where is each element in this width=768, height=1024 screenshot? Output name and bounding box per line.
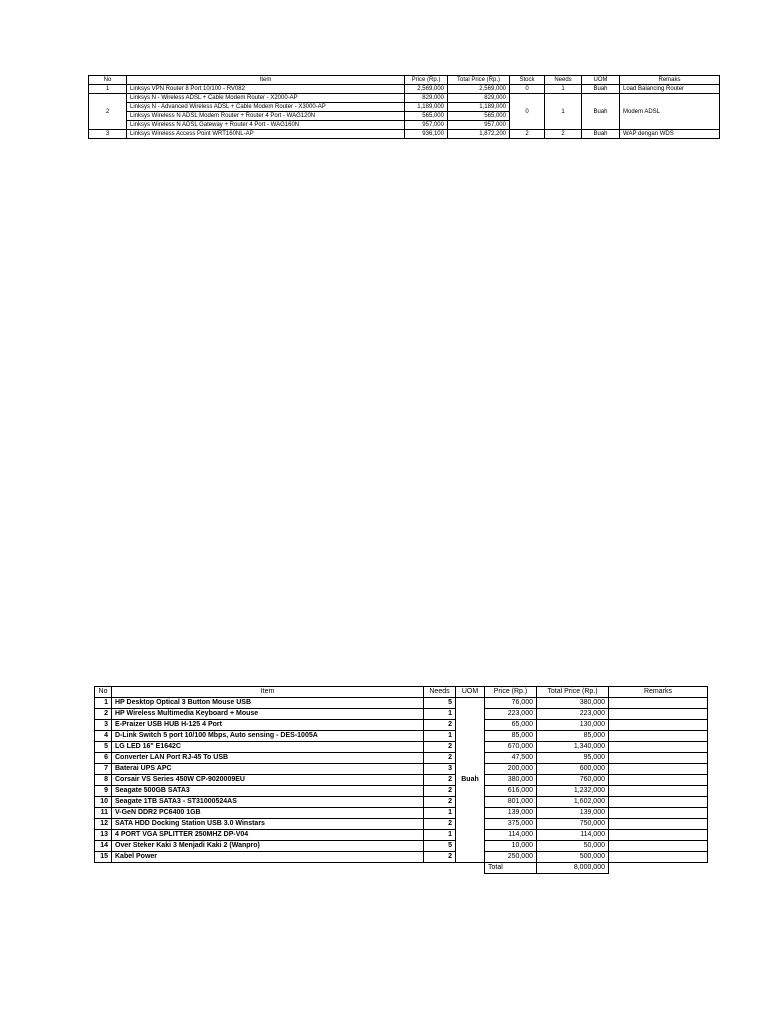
header-remarks: Remaks — [620, 76, 720, 85]
cell-price: 801,000 — [485, 797, 537, 808]
cell-remarks — [609, 698, 708, 709]
table-row — [95, 709, 708, 720]
cell-item: V-GeN DDR2 PC6400 1GB — [112, 808, 424, 819]
cell-total: 1,340,000 — [537, 742, 609, 753]
cell-no: 10 — [95, 797, 112, 808]
cell-price: 47,500 — [485, 753, 537, 764]
cell-price: 250,000 — [485, 852, 537, 863]
cell-item: Seagate 500GB SATA3 — [112, 786, 424, 797]
cell-needs: 1 — [545, 85, 582, 94]
cell-item: E-Praizer USB HUB H-125 4 Port — [112, 720, 424, 731]
cell-price: 565,000 — [405, 112, 448, 121]
cell-no: 3 — [89, 130, 127, 139]
cell-item: Converter LAN Port RJ-45 To USB — [112, 753, 424, 764]
cell-total: 1,872,200 — [448, 130, 510, 139]
cell-stock: 0 — [510, 85, 545, 94]
header-needs: Needs — [424, 687, 456, 698]
cell-price: 375,000 — [485, 819, 537, 830]
hardware-price-table — [94, 686, 708, 874]
cell-price: 1,189,000 — [405, 103, 448, 112]
table-row — [95, 852, 708, 863]
cell-remarks — [609, 852, 708, 863]
cell-price: 957,000 — [405, 121, 448, 130]
cell-total: 1,189,000 — [448, 103, 510, 112]
cell-no: 1 — [95, 698, 112, 709]
cell-no: 12 — [95, 819, 112, 830]
cell-remarks — [609, 830, 708, 841]
cell-item: Over Steker Kaki 3 Menjadi Kaki 2 (Wanpro) — [112, 841, 424, 852]
cell-no: 2 — [89, 94, 127, 130]
table-row — [95, 808, 708, 819]
cell-item: Linksys Wireless Access Point WRT160NL-AP — [127, 130, 405, 139]
cell-remarks — [609, 731, 708, 742]
cell-remarks — [609, 709, 708, 720]
cell-needs: 3 — [424, 764, 456, 775]
cell-total: 760,000 — [537, 775, 609, 786]
cell-price: 139,000 — [485, 808, 537, 819]
cell-item: Corsair VS Series 450W CP-9020009EU — [112, 775, 424, 786]
cell-total: 500,000 — [537, 852, 609, 863]
cell-total: 1,602,000 — [537, 797, 609, 808]
table-row — [89, 94, 720, 103]
header-needs: Needs — [545, 76, 582, 85]
table-row — [95, 698, 708, 709]
cell-remarks — [609, 797, 708, 808]
cell-needs: 2 — [424, 852, 456, 863]
header-total-price: Total Price (Rp.) — [448, 76, 510, 85]
table-header-row — [95, 687, 708, 698]
cell-price: 65,000 — [485, 720, 537, 731]
table-row — [89, 85, 720, 94]
cell-total: 139,000 — [537, 808, 609, 819]
header-uom: UOM — [582, 76, 620, 85]
cell-needs: 2 — [424, 775, 456, 786]
cell-price: 76,000 — [485, 698, 537, 709]
cell-price: 85,000 — [485, 731, 537, 742]
table-row — [95, 775, 708, 786]
cell-price: 2,569,000 — [405, 85, 448, 94]
cell-price: 670,000 — [485, 742, 537, 753]
cell-remarks: Modem ADSL — [620, 94, 720, 130]
router-price-table — [88, 75, 720, 139]
cell-remarks — [609, 753, 708, 764]
table-row — [95, 742, 708, 753]
cell-total: 380,000 — [537, 698, 609, 709]
cell-needs: 5 — [424, 698, 456, 709]
cell-item: Kabel Power — [112, 852, 424, 863]
cell-total: 750,000 — [537, 819, 609, 830]
cell-price: 10,000 — [485, 841, 537, 852]
cell-item: D-Link Switch 5 port 10/100 Mbps, Auto sensing - DES-1005A — [112, 731, 424, 742]
cell-item: Linksys Wireless N ADSL Gateway + Router 4 Port - WAG160N — [127, 121, 405, 130]
cell-needs: 2 — [545, 130, 582, 139]
cell-needs: 1 — [424, 709, 456, 720]
cell-item: HP Wireless Multimedia Keyboard + Mouse — [112, 709, 424, 720]
cell-remarks — [609, 720, 708, 731]
cell-uom: Buah — [582, 85, 620, 94]
cell-needs: 1 — [545, 94, 582, 130]
cell-no: 14 — [95, 841, 112, 852]
cell-needs: 1 — [424, 808, 456, 819]
cell-remarks — [609, 841, 708, 852]
total-value: 8,000,000 — [537, 863, 609, 874]
cell-uom: Buah — [582, 94, 620, 130]
cell-needs: 2 — [424, 786, 456, 797]
cell-item: 4 PORT VGA SPLITTER 250MHZ DP-V04 — [112, 830, 424, 841]
cell-no: 1 — [89, 85, 127, 94]
table-row — [95, 764, 708, 775]
cell-no: 13 — [95, 830, 112, 841]
header-price: Price (Rp.) — [405, 76, 448, 85]
cell-no: 8 — [95, 775, 112, 786]
cell-total: 565,000 — [448, 112, 510, 121]
cell-total: 600,000 — [537, 764, 609, 775]
cell-stock: 0 — [510, 94, 545, 130]
cell-remarks — [609, 819, 708, 830]
table-row — [95, 786, 708, 797]
table-row — [89, 130, 720, 139]
table-row — [95, 841, 708, 852]
cell-needs: 1 — [424, 830, 456, 841]
cell-no: 5 — [95, 742, 112, 753]
cell-no: 4 — [95, 731, 112, 742]
cell-uom: Buah — [456, 698, 485, 863]
cell-item: HP Desktop Optical 3 Button Mouse USB — [112, 698, 424, 709]
cell-item: Linksys Wireless N ADSL Modem Router + Router 4 Port - WAG120N — [127, 112, 405, 121]
cell-needs: 5 — [424, 841, 456, 852]
cell-remarks: WAP dengan WDS — [620, 130, 720, 139]
cell-total: 957,000 — [448, 121, 510, 130]
cell-remarks — [609, 786, 708, 797]
cell-total: 2,569,000 — [448, 85, 510, 94]
header-price: Price (Rp.) — [485, 687, 537, 698]
cell-remarks: Load Balancing Router — [620, 85, 720, 94]
header-no: No — [95, 687, 112, 698]
cell-no: 6 — [95, 753, 112, 764]
header-item: Item — [127, 76, 405, 85]
cell-price: 829,000 — [405, 94, 448, 103]
cell-total: 114,000 — [537, 830, 609, 841]
table-row — [95, 731, 708, 742]
cell-total: 50,000 — [537, 841, 609, 852]
cell-total: 223,000 — [537, 709, 609, 720]
cell-no: 15 — [95, 852, 112, 863]
cell-item: Seagate 1TB SATA3 - ST31000524AS — [112, 797, 424, 808]
cell-needs: 2 — [424, 819, 456, 830]
cell-no: 7 — [95, 764, 112, 775]
header-item: Item — [112, 687, 424, 698]
table-row — [95, 819, 708, 830]
table-row — [95, 753, 708, 764]
header-total-price: Total Price (Rp.) — [537, 687, 609, 698]
table-row — [95, 797, 708, 808]
cell-no: 9 — [95, 786, 112, 797]
cell-total: 85,000 — [537, 731, 609, 742]
cell-price: 616,000 — [485, 786, 537, 797]
cell-price: 200,000 — [485, 764, 537, 775]
cell-item: Linksys N - Wireless ADSL + Cable Modem Router - X2000-AP — [127, 94, 405, 103]
cell-no: 3 — [95, 720, 112, 731]
cell-remarks — [609, 764, 708, 775]
cell-total: 95,000 — [537, 753, 609, 764]
header-stock: Stock — [510, 76, 545, 85]
cell-total: 130,000 — [537, 720, 609, 731]
cell-item: LG LED 16" E1642C — [112, 742, 424, 753]
cell-total: 1,232,000 — [537, 786, 609, 797]
cell-remarks — [609, 808, 708, 819]
cell-price: 380,000 — [485, 775, 537, 786]
cell-item: SATA HDD Docking Station USB 3.0 Winstars — [112, 819, 424, 830]
cell-no: 2 — [95, 709, 112, 720]
cell-price: 114,000 — [485, 830, 537, 841]
cell-no: 11 — [95, 808, 112, 819]
cell-item: Linksys VPN Router 8 Port 10/100 - RV082 — [127, 85, 405, 94]
cell-price: 936,100 — [405, 130, 448, 139]
cell-needs: 2 — [424, 742, 456, 753]
cell-needs: 2 — [424, 797, 456, 808]
cell-uom: Buah — [582, 130, 620, 139]
total-label: Total — [485, 863, 537, 874]
cell-remarks — [609, 742, 708, 753]
header-uom: UOM — [456, 687, 485, 698]
cell-needs: 2 — [424, 720, 456, 731]
cell-total: 829,000 — [448, 94, 510, 103]
cell-needs: 1 — [424, 731, 456, 742]
cell-item: Linksys N - Advanced Wireless ADSL + Cable Modem Router - X3000-AP — [127, 103, 405, 112]
total-row — [95, 863, 708, 874]
header-no: No — [89, 76, 127, 85]
header-remarks: Remarks — [609, 687, 708, 698]
table-header-row — [89, 76, 720, 85]
cell-needs: 2 — [424, 753, 456, 764]
cell-stock: 2 — [510, 130, 545, 139]
table-row — [95, 720, 708, 731]
cell-remarks — [609, 775, 708, 786]
cell-price: 223,000 — [485, 709, 537, 720]
cell-item: Baterai UPS APC — [112, 764, 424, 775]
table-row — [95, 830, 708, 841]
